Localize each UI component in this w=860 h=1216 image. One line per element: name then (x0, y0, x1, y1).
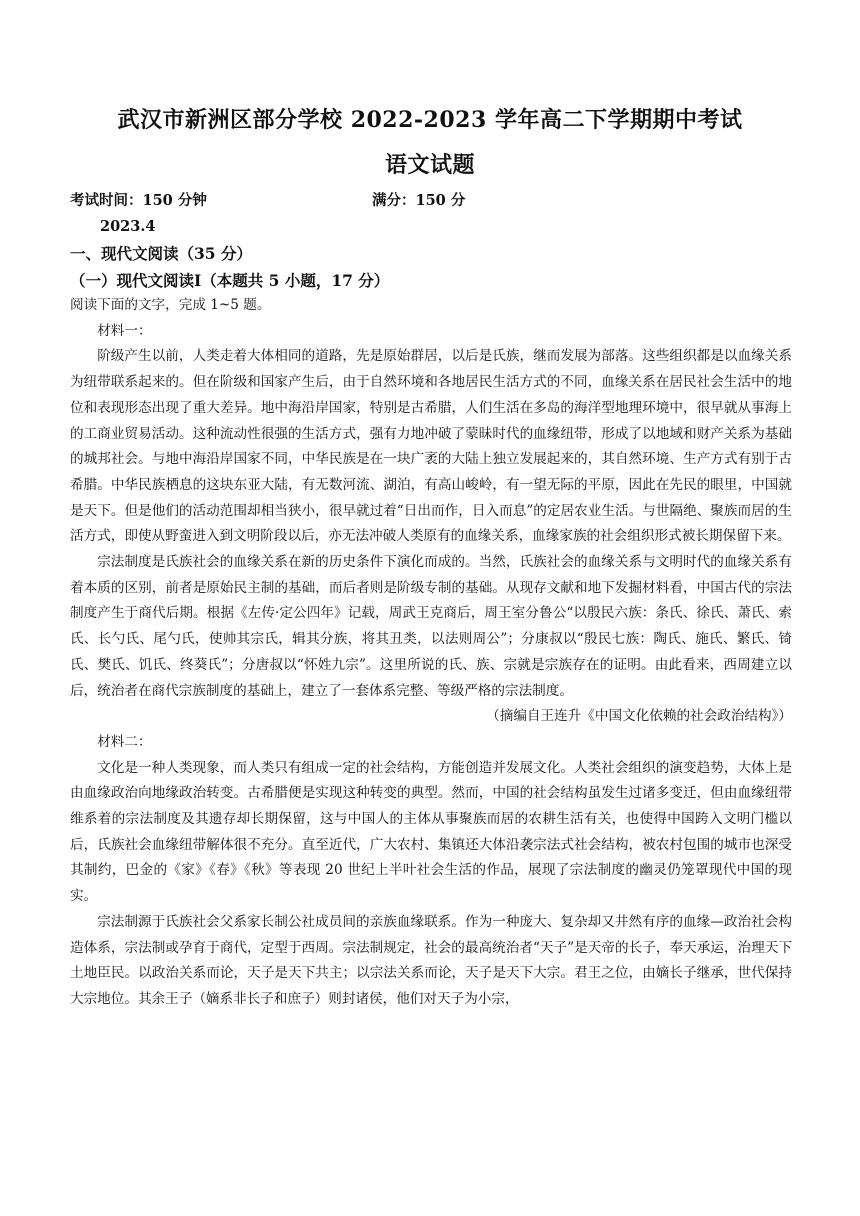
material1-paragraph: 宗法制度是氏族社会的血缘关系在新的历史条件下演化而成的。当然，氏族社会的血缘关系与文明时代的血缘关系有着本质的区别，前者是原始民主制的基础，而后者则是阶级专制的基础。从现存文献和地下发掘材料看，中国古代的宗法制度产生于商代后期。根据《左传·定公四年》记载，周武王克商后，周王室分鲁公“以殷民六族：条氏、徐氏、萧氏、索氏、长勺氏、尾勺氏，使帅其宗氏，辑其分族，将其丑类，以法则周公”；分康叔以“殷民七族：陶氏、施氏、繁氏、锜氏、樊氏、饥氏、终葵氏”；分唐叔以“怀姓九宗”。这里所说的氏、族、宗就是宗族存在的证明。由此看来，西周建立以后，统治者在商代宗族制度的基础上，建立了一套体系完整、等级严格的宗法制度。 (70, 554, 792, 699)
exam-time: 考试时间：150 分钟 (70, 192, 207, 209)
section-heading: 一、现代文阅读（35 分） (70, 244, 252, 263)
exam-title: 武汉市新洲区部分学校 2022-2023 学年高二下学期期中考试 (117, 107, 743, 133)
material2-paragraph: 文化是一种人类现象，而人类只有组成一定的社会结构，方能创造并发展文化。人类社会组织的演变趋势，大体上是由血缘政治向地缘政治转变。古希腊便是实现这种转变的典型。然而，中国的社会结构虽发生过诸多变迁，但由血缘纽带维系着的宗法制度及其遗存却长期保留，这与中国人的主体从事聚族而居的农耕生活有关，也使得中国跨入文明门槛以后，氏族社会血缘纽带解体很不充分。直至近代，广大农村、集镇还大体沿袭宗法式社会结构，被农村包围的城市也深受其制约，巴金的《家》《春》《秋》等表现 20 世纪上半叶社会生活的作品，展现了宗法制度的幽灵仍笼罩现代中国的现实。 (70, 759, 792, 905)
instruction: 阅读下面的文字，完成 1~5 题。 (70, 297, 271, 313)
exam-date: 2023.4 (100, 218, 156, 235)
material1-label: 材料一： (97, 322, 152, 339)
material1-paragraph: 阶级产生以前，人类走着大体相同的道路，先是原始群居，以后是氏族，继而发展为部落。这些组织都是以血缘关系为纽带联系起来的。但在阶级和国家产生后，由于自然环境和各地居民生活方式的不同，血缘关系在居民社会生活中的地位和表现形态出现了重大差异。地中海沿岸国家，特别是古希腊，人们生活在多岛的海洋型地理环境中，很早就从事海上的工商业贸易活动。这种流动性很强的生活方式，强有力地冲破了蒙昧时代的血缘纽带，形成了以地域和财产关系为基础的城邦社会。与地中海沿岸国家不同，中华民族是在一块广袤的大陆上独立发展起来的，其自然环境、生产方式有别于古希腊。中华民族栖息的这块东亚大陆，有无数河流、湖泊，有高山峻岭，有一望无际的平原，因此在先民的眼里，中国就是天下。但是他们的活动范围却相当狭小，很早就过着“日出而作，日入而息”的定居农业生活。与世隔绝、聚族而居的生活方式，即使从野蛮进入到文明阶段以后，亦无法冲破人类原有的血缘关系，血缘家族的社会组织形式被长期保留下来。 (70, 348, 792, 545)
material2-paragraph: 宗法制源于氏族社会父系家长制公社成员间的亲族血缘联系。作为一种庞大、复杂却又井然有序的血缘—政治社会构造体系，宗法制或孕育于商代，定型于西周。宗法制规定，社会的最高统治者“天子”是天帝的长子，奉天承运，治理天下土地臣民。以政治关系而论，天子是天下共主；以宗法关系而论，天子是天下大宗。君王之位，由嫡长子继承，世代保持大宗地位。其余王子（嫡系非长子和庶子）则封诸侯，他们对天子为小宗， (70, 913, 792, 1007)
exam-subtitle: 语文试题 (384, 152, 475, 178)
text-body (70, 293, 792, 1013)
sub-section-heading: （一）现代文阅读Ⅰ（本题共 5 小题，17 分） (70, 271, 390, 290)
material1-source: （摘编自王连升《中国文化依赖的社会政治结构》） (486, 708, 792, 725)
material2-label: 材料二： (97, 733, 152, 750)
full-score: 满分：150 分 (372, 192, 466, 209)
